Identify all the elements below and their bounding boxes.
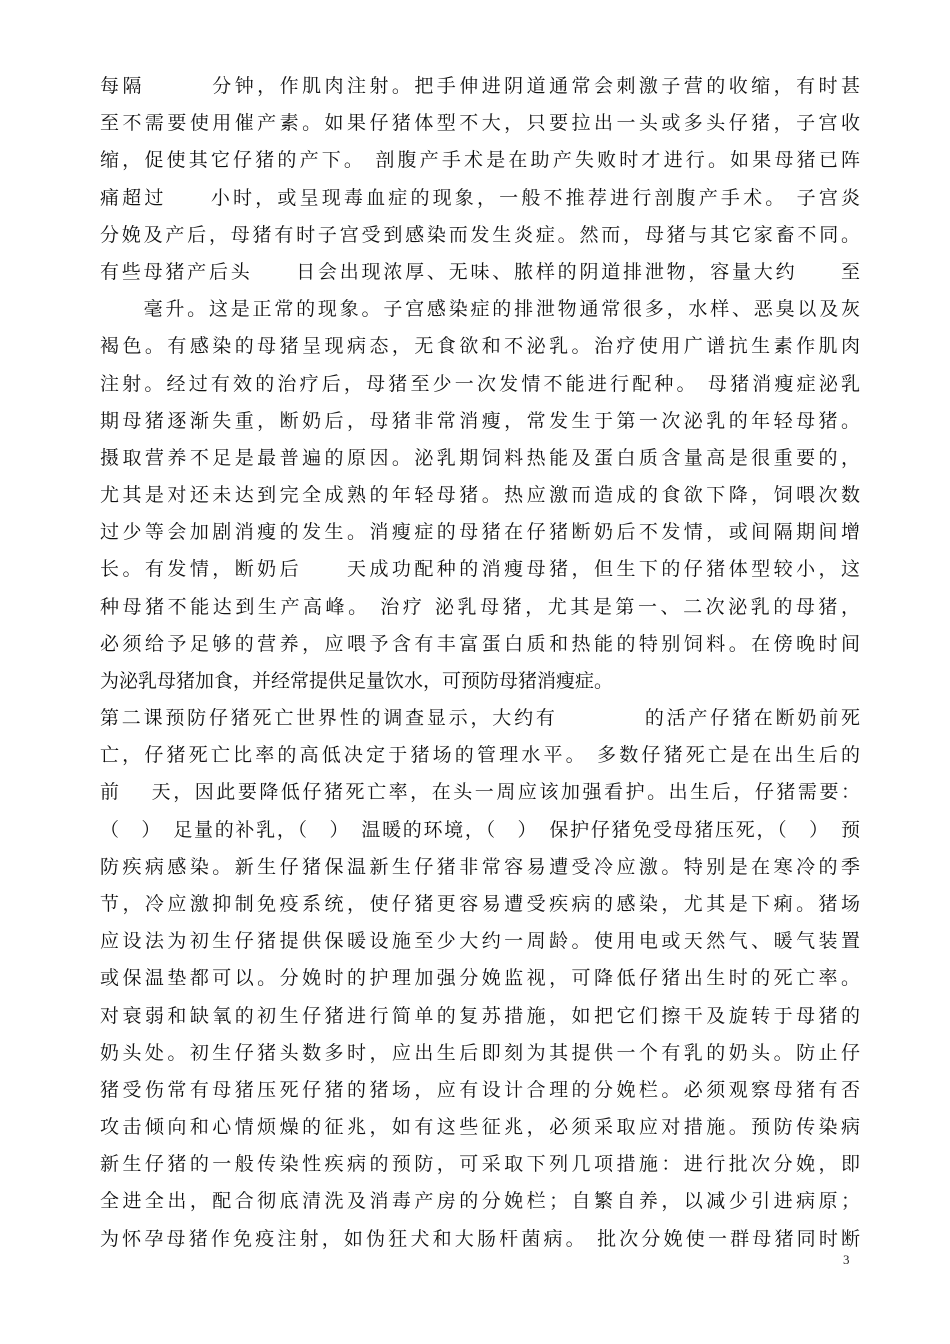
text-line: 第二课预防仔猪死亡世界性的调查显示，大约有 的活产仔猪在断奶前死: [100, 707, 860, 729]
text-line: 摄取营养不足是最普遍的原因。泌乳期饲料热能及蛋白质含量高是很重要的，: [100, 446, 860, 469]
text-line: 全进全出，配合彻底清洗及消毒产房的分娩栏；自繁自养，以减少引进病原；: [100, 1190, 860, 1213]
text-line: 长。有发情，断奶后 天成功配种的消瘦母猪，但生下的仔猪体型较小，这: [100, 558, 860, 581]
text-line: 缩，促使其它仔猪的产下。 剖腹产手术是在助产失败时才进行。如果母猪已阵: [100, 149, 860, 172]
text-line: 对衰弱和缺氧的初生仔猪进行简单的复苏措施，如把它们擦干及旋转于母猪的: [100, 1004, 860, 1027]
paragraph-sow-care: [100, 68, 860, 700]
text-line: 新生仔猪的一般传染性疾病的预防，可采取下列几项措施：进行批次分娩，即: [100, 1153, 860, 1176]
text-line: 毫升。这是正常的现象。子宫感染症的排泄物通常很多，水样、恶臭以及灰: [100, 298, 860, 321]
text-line: （ ） 足量的补乳，（ ） 温暖的环境，（ ） 保护仔猪免受母猪压死，（ ） 预: [100, 818, 860, 841]
text-line: 奶头处。初生仔猪头数多时，应出生后即刻为其提供一个有乳的奶头。防止仔: [100, 1041, 860, 1064]
page-number: 3: [843, 1252, 850, 1267]
text-line: 必须给予足够的营养，应喂予含有丰富蛋白质和热能的特别饲料。在傍晚时间: [100, 632, 860, 655]
text-line: 亡，仔猪死亡比率的高低决定于猪场的管理水平。 多数仔猪死亡是在出生后的: [100, 744, 860, 767]
paragraph-piglet-mortality: [100, 700, 860, 1258]
text-line: 猪受伤常有母猪压死仔猪的猪场，应有设计合理的分娩栏。必须观察母猪有否: [100, 1078, 860, 1101]
text-line: 为怀孕母猪作免疫注射，如伪狂犬和大肠杆菌病。 批次分娩使一群母猪同时断: [100, 1227, 860, 1250]
text-line: 或保温垫都可以。分娩时的护理加强分娩监视，可降低仔猪出生时的死亡率。: [100, 967, 860, 990]
text-line: 为泌乳母猪加食，并经常提供足量饮水，可预防母猪消瘦症。: [100, 670, 614, 692]
text-line: 应设法为初生仔猪提供保暖设施至少大约一周龄。使用电或天然气、暖气装置: [100, 930, 860, 953]
text-line: 期母猪逐渐失重，断奶后，母猪非常消瘦，常发生于第一次泌乳的年轻母猪。: [100, 409, 860, 432]
text-line: 每隔 分钟，作肌肉注射。把手伸进阴道通常会刺激子营的收缩，有时甚: [100, 75, 860, 97]
text-line: 攻击倾向和心情烦燥的征兆，如有这些征兆，必须采取应对措施。预防传染病: [100, 1116, 860, 1139]
text-line: 尤其是对还未达到完全成熟的年轻母猪。热应激而造成的食欲下降，饲喂次数: [100, 484, 860, 507]
text-line: 防疾病感染。新生仔猪保温新生仔猪非常容易遭受冷应激。特别是在寒冷的季: [100, 855, 860, 878]
text-line: 种母猪不能达到生产高峰。 治疗 泌乳母猪，尤其是第一、二次泌乳的母猪，: [100, 595, 860, 618]
text-line: 至不需要使用催产素。如果仔猪体型不大，只要拉出一头或多头仔猪，子宫收: [100, 112, 860, 135]
text-line: 分娩及产后，母猪有时子宫受到感染而发生炎症。然而，母猪与其它家畜不同。: [100, 223, 860, 246]
text-line: 褐色。有感染的母猪呈现病态，无食欲和不泌乳。治疗使用广谱抗生素作肌肉: [100, 335, 860, 358]
text-line: 注射。经过有效的治疗后，母猪至少一次发情不能进行配种。 母猪消瘦症泌乳: [100, 372, 860, 395]
text-line: 过少等会加剧消瘦的发生。消瘦症的母猪在仔猪断奶后不发情，或间隔期间增: [100, 521, 860, 544]
text-line: 痛超过 小时，或呈现毒血症的现象，一般不推荐进行剖腹产手术。 子宫炎: [100, 186, 860, 209]
text-line: 节，冷应激抑制免疫系统，使仔猪更容易遭受疾病的感染，尤其是下痢。猪场: [100, 892, 860, 915]
text-line: 前 天，因此要降低仔猪死亡率，在头一周应该加强看护。出生后，仔猪需要：: [100, 781, 860, 804]
text-line: 有些母猪产后头 日会出现浓厚、无味、脓样的阴道排泄物，容量大约 至: [100, 260, 860, 283]
